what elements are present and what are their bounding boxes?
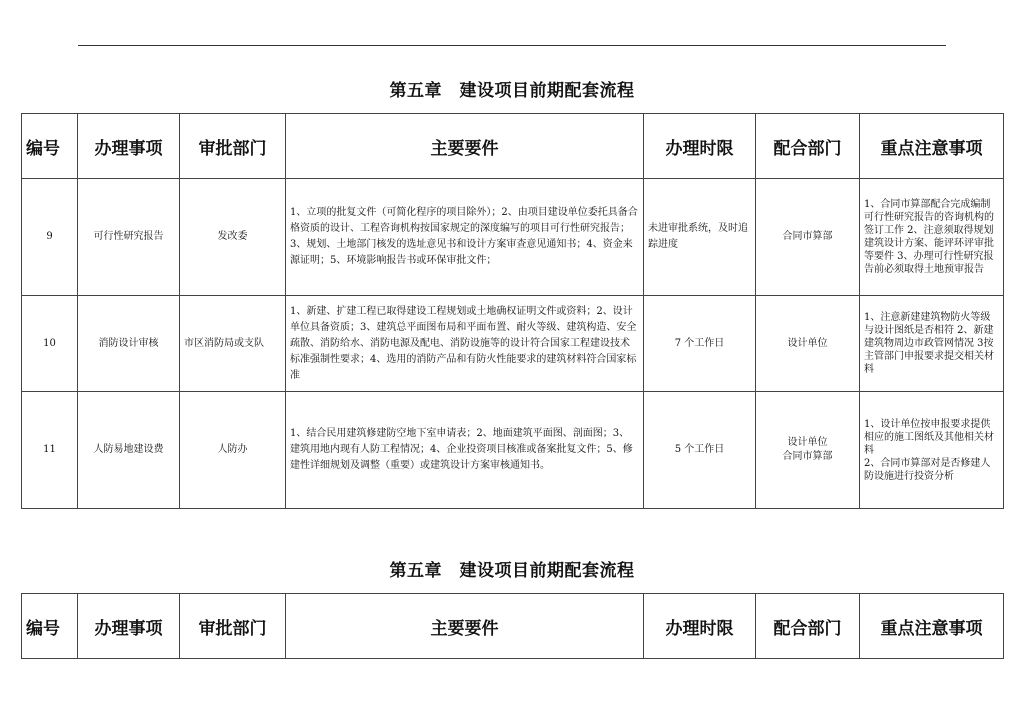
top-rule bbox=[78, 45, 946, 46]
table-row bbox=[22, 296, 1004, 392]
row-coop-dept: 设计单位 bbox=[756, 296, 860, 392]
row-notes: 1、设计单位按申报要求提供相应的施工图纸及其他相关材料 2、合同市算部对是否修建人防设施进行投资分析 bbox=[860, 392, 1004, 509]
header-number: 编号 bbox=[22, 114, 78, 179]
row-requirements: 1、结合民用建筑修建防空地下室申请表；2、地面建筑平面图、剖面图；3、建筑用地内现有人防工程情况；4、企业投资项目核准或备案批复文件；5、修建性详细规划及调整（重要）或建筑设计方案审核通知书。 bbox=[286, 392, 644, 509]
row-approval-dept: 发改委 bbox=[180, 179, 286, 296]
table-row bbox=[22, 179, 1004, 296]
header-item: 办理事项 bbox=[78, 594, 180, 659]
chapter-title: 第五章 建设项目前期配套流程 bbox=[389, 81, 635, 101]
header-notes: 重点注意事项 bbox=[860, 114, 1004, 179]
row-number: 9 bbox=[22, 179, 78, 296]
row-approval-dept: 人防办 bbox=[180, 392, 286, 509]
row-notes: 1、合同市算部配合完成编制可行性研究报告的咨询机构的签订工作 2、注意须取得规划建筑设计方案、能评环评审批等要件 3、办理可行性研究报告前必须取得土地预审报告 bbox=[860, 179, 1004, 296]
header-coop-dept: 配合部门 bbox=[756, 114, 860, 179]
table-header-row bbox=[22, 114, 1004, 179]
header-time-limit: 办理时限 bbox=[644, 114, 756, 179]
header-time-limit: 办理时限 bbox=[644, 594, 756, 659]
row-number: 10 bbox=[22, 296, 78, 392]
header-requirements: 主要要件 bbox=[286, 114, 644, 179]
process-table bbox=[21, 113, 1004, 509]
row-time-limit: 7 个工作日 bbox=[644, 296, 756, 392]
row-requirements: 1、立项的批复文件（可简化程序的项目除外）；2、由项目建设单位委托具备合格资质的设计、工程咨询机构按国家规定的深度编写的项目可行性研究报告；3、规划、土地部门核发的选址意见书和设计方案审查意见通知书；4、资金来源证明；5、环境影响报告书或环保审批文件； bbox=[286, 179, 644, 296]
header-notes: 重点注意事项 bbox=[860, 594, 1004, 659]
row-requirements: 1、新建、扩建工程已取得建设工程规划或土地确权证明文件或资料；2、设计单位具备资质；3、建筑总平面图布局和平面布置、耐火等级、建筑构造、安全疏散、消防给水、消防电源及配电、消防设施等的设计符合国家工程建设技术标准强制性要求；4、选用的消防产品和有防火性能要求的建筑材料符合国家标准 bbox=[286, 296, 644, 392]
row-coop-dept: 设计单位 合同市算部 bbox=[756, 392, 860, 509]
header-number: 编号 bbox=[22, 594, 78, 659]
row-item: 消防设计审核 bbox=[78, 296, 180, 392]
row-number: 11 bbox=[22, 392, 78, 509]
process-table-continued bbox=[21, 593, 1004, 659]
row-time-limit: 未进审批系统，及时追踪进度 bbox=[644, 179, 756, 296]
row-coop-dept: 合同市算部 bbox=[756, 179, 860, 296]
header-coop-dept: 配合部门 bbox=[756, 594, 860, 659]
header-requirements: 主要要件 bbox=[286, 594, 644, 659]
header-approval-dept: 审批部门 bbox=[180, 594, 286, 659]
row-notes: 1、注意新建建筑物防火等级与设计图纸是否相符 2、新建建筑物周边市政管网情况 3按主管部门申报要求提交相关材料 bbox=[860, 296, 1004, 392]
header-item: 办理事项 bbox=[78, 114, 180, 179]
row-approval-dept: 市区消防局或支队 bbox=[180, 296, 286, 392]
chapter-title-repeat: 第五章 建设项目前期配套流程 bbox=[389, 561, 635, 581]
row-time-limit: 5 个工作日 bbox=[644, 392, 756, 509]
table-header-row bbox=[22, 594, 1004, 659]
header-approval-dept: 审批部门 bbox=[180, 114, 286, 179]
table-row bbox=[22, 392, 1004, 509]
row-item: 可行性研究报告 bbox=[78, 179, 180, 296]
row-item: 人防易地建设费 bbox=[78, 392, 180, 509]
